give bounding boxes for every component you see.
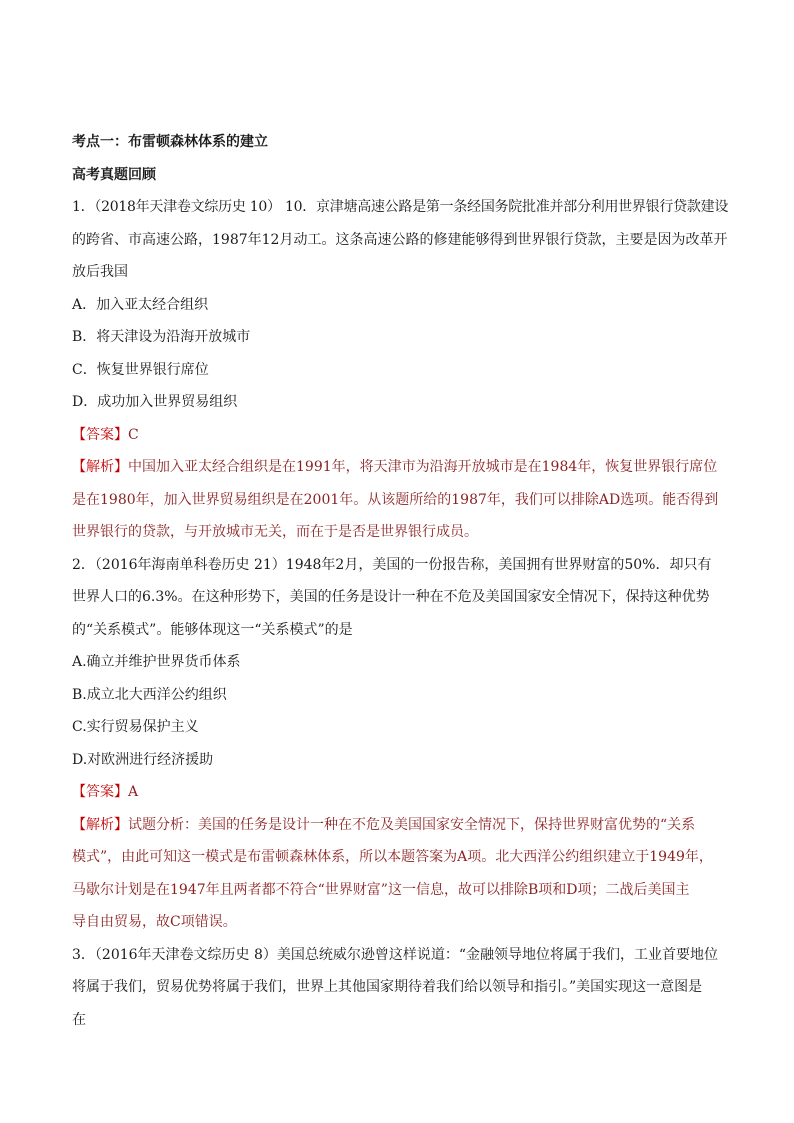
answer-line — [72, 776, 728, 809]
option-b: B.成立北大西洋公约组织 — [72, 686, 227, 703]
question-stem-line: 在 — [72, 1011, 86, 1028]
question-3 — [72, 939, 728, 1037]
question-stem-line: 世界人口的6.3%。在这种形势下，美国的任务是设计一种在不危及美国国家安全情况下，保持这种优势 — [72, 589, 710, 605]
question-stem-line: 2．（2016年海南单科卷历史 21）1948年2月，美国的一份报告称，美国拥有世界财富的50%．却只有 — [72, 556, 712, 573]
analysis-text: 世界银行的贷款，与开放城市无关，而在于是否是世界银行成员。 — [72, 524, 478, 540]
question-1 — [72, 191, 728, 549]
option-d: D．成功加入世界贸易组织 — [72, 394, 238, 410]
answer-value: A — [128, 784, 139, 800]
answer-value: C — [128, 426, 139, 443]
subheading: 高考真题回顾 — [72, 166, 156, 183]
section-heading: 考点一：布雷顿森林体系的建立 — [72, 134, 268, 150]
option-b: B．将天津设为沿海开放城市 — [72, 329, 251, 345]
option-d: D.对欧洲进行经济援助 — [72, 751, 214, 768]
option-c: C．恢复世界银行席位 — [72, 361, 209, 378]
analysis-text: 马歇尔计划是在1947年且两者都不符合“世界财富”这一信息，故可以排除B项和D项；二战后美国主 — [72, 881, 690, 898]
question-stem-line: 的跨省、市高速公路，1987年12月动工。这条高速公路的修建能够得到世界银行贷款，主要是因为改革开 — [72, 231, 728, 248]
analysis-line — [72, 809, 728, 842]
analysis-tag: 【解析】 — [72, 459, 128, 475]
analysis-line — [72, 451, 728, 484]
answer-tag: 【答案】 — [72, 784, 128, 800]
question-2 — [72, 549, 728, 939]
analysis-text: 试题分析：美国的任务是设计一种在不危及美国国家安全情况下，保持世界财富优势的“关系 — [128, 816, 696, 833]
analysis-text: 中国加入亚太经合组织是在1991年，将天津市为沿海开放城市是在1984年，恢复世界银行席位 — [128, 459, 718, 475]
option-a: A.确立并维护世界货币体系 — [72, 654, 241, 670]
question-stem-line: 3．（2016年天津卷文综历史 8）美国总统威尔逊曾这样说道：“金融领导地位将属于我们，工业首要地位 — [72, 946, 719, 963]
analysis-tag: 【解析】 — [72, 816, 128, 833]
question-stem-line: 放后我国 — [72, 264, 128, 280]
analysis-text: 模式”，由此可知这一模式是布雷顿森林体系，所以本题答案为A项。北大西洋公约组织建立于1949年， — [72, 849, 713, 865]
question-stem-line: 的“关系模式”。能够体现这一“关系模式”的是 — [72, 621, 353, 638]
document-page — [72, 126, 728, 1036]
analysis-text: 导自由贸易，故C项错误。 — [72, 914, 237, 930]
option-c: C.实行贸易保护主义 — [72, 719, 199, 735]
answer-line — [72, 419, 728, 452]
answer-tag: 【答案】 — [72, 426, 128, 443]
question-stem-line: 1．（2018年天津卷文综历史 10） 10．京津塘高速公路是第一条经国务院批准并部分利用世界银行贷款建设 — [72, 199, 729, 215]
analysis-text: 是在1980年，加入世界贸易组织是在2001年。从该题所给的1987年，我们可以排除AD选项。能否得到 — [72, 491, 719, 508]
question-stem-line: 将属于我们，贸易优势将属于我们，世界上其他国家期待着我们给以领导和指引。”美国实现这一意图是 — [72, 979, 703, 995]
option-a: A．加入亚太经合组织 — [72, 296, 209, 313]
